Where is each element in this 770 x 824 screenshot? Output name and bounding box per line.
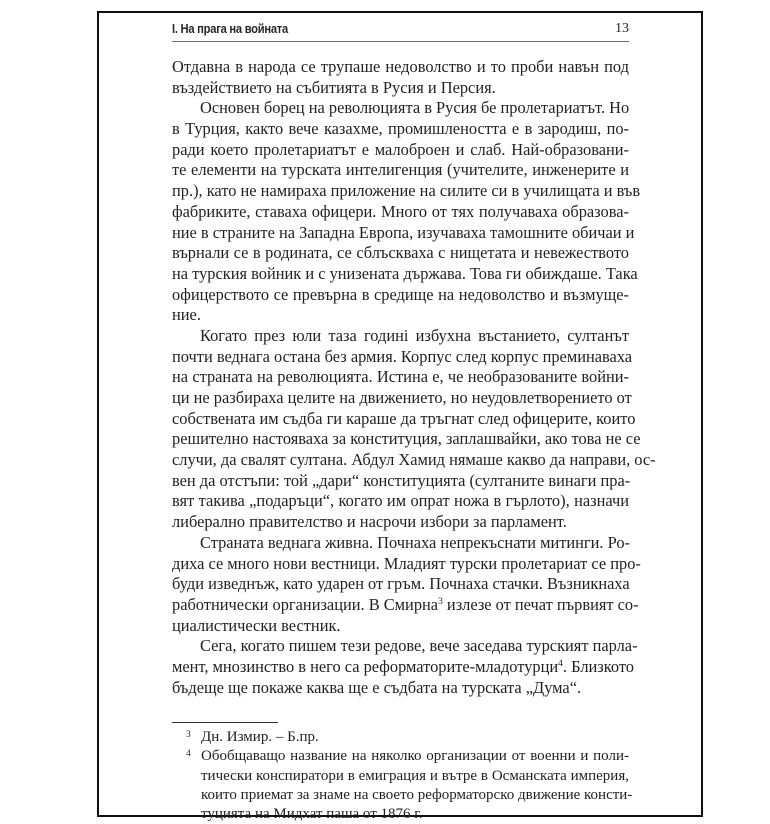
footnote-line: които приемат за знаме на своето реформаторско движение консти- <box>201 786 633 803</box>
footnotes <box>172 728 633 824</box>
text-line: либерално правителство и насрочи избори за парламент. <box>172 512 567 532</box>
text-line: пр.), като не намираха приложение на силите си в училищата и във <box>172 181 641 201</box>
text-line: офицерството се превърна в средище на недоволство и възмуще- <box>172 284 629 304</box>
text-line: фабриките, ставаха офицери. Много от тях получаваха образова- <box>172 201 629 221</box>
text-line: мент, мнозинство в него са реформаторите-младотурци$^4$. Близкото <box>172 656 634 676</box>
footnote-line: Дн. Измир. – Б.пр. <box>201 729 319 745</box>
paragraph <box>172 636 638 698</box>
text-line: те елементи на турската интелигенция (учителите, инженерите и <box>172 160 629 180</box>
text-line: почти веднага остана без армия. Корпус след корпус преминаваха <box>172 346 633 366</box>
footnote-marker: 4 <box>186 749 191 760</box>
text-line: диха се много нови вестници. Младият турски пролетариат се про- <box>172 553 641 573</box>
text-line: Основен борец на революцията в Русия бе пролетариатът. Но <box>200 98 630 118</box>
text-line: в Турция, както вече казахме, промишлеността е в зародиш, по- <box>172 119 629 139</box>
text-line: въздействието на събитията в Русия и Персия. <box>172 77 496 97</box>
footnote-line: туцията на Мидхат паша от 1876 г. <box>201 806 423 823</box>
chapter-title: I. На прага на войната <box>172 21 288 36</box>
text-line: ци не разбираха целите на движението, но неудовлетворението от <box>172 388 632 407</box>
paragraph <box>172 325 656 533</box>
text-line: на турския войник и с унизената държава. Това ги обиждаше. Така <box>172 263 638 283</box>
text-line: Сега, когато пишем тези редове, вече заседава турският парла- <box>200 636 638 656</box>
text-line: Отдавна в народа се трупаше недоволство и то проби навън под <box>172 57 629 76</box>
text-line: работнически организации. В Смирна$^3$ излезе от печат първият со- <box>172 594 639 614</box>
running-head <box>172 19 629 42</box>
paragraph <box>172 57 629 98</box>
page-number: 13 <box>615 21 629 36</box>
text-line: буди изведнъж, като ударен от гръм. Почнаха стачки. Възникнаха <box>172 574 630 594</box>
footnote-separator <box>172 722 278 723</box>
text-line: решително настояваха за конституция, заплашвайки, ако това не се <box>172 429 641 449</box>
footnote-line: Обобщаващо название на няколко организации от военни и поли- <box>201 748 629 765</box>
footnote-reference-3[interactable]: 3 <box>438 596 443 607</box>
text-line: на страната на революцията. Истина е, че необразованите войни- <box>172 367 629 387</box>
text-line: циалистически вестник. <box>172 615 341 635</box>
footnote-marker: 3 <box>186 730 191 740</box>
footnote-reference-4[interactable]: 4 <box>558 658 563 669</box>
text-line: Когато през юли таза годинi избухна въстанието, султанът <box>200 325 629 345</box>
text-line: ради което пролетариатът е малоброен и слаб. Най-образовани- <box>172 139 629 159</box>
footnote-3 <box>172 728 629 747</box>
footnote-line: тически конспиратори в емиграция и вътре в Османската империя, <box>201 767 629 784</box>
text-line: вен да отстъпи: той „дари“ конституцията (султаните винаги пра- <box>172 470 631 490</box>
footnote-4 <box>172 747 633 824</box>
text-line: случи, да свалят султана. Абдул Хамид нямаше какво да направи, ос- <box>172 450 656 470</box>
text-line: върнали се в родината, се сблъскваха с нищетата и невежеството <box>172 243 629 263</box>
body-text <box>172 57 656 698</box>
text-line: вят такива „подаръци“, когато им опрат ножа в гърлото), назначи <box>172 491 629 511</box>
text-line: собствената им съдба ги караше да тръгнат след офицерите, които <box>172 408 636 428</box>
text-line: ние в страните на Западна Европа, изучаваха тамошните обичаи и <box>172 222 635 242</box>
text-line: бъдеще ще покаже каква ще е съдбата на турската „Дума“. <box>172 677 582 697</box>
paragraph <box>172 532 641 636</box>
text-line: Страната веднага живна. Почнаха непрекъснати митинги. Ро- <box>200 532 630 552</box>
paragraph <box>172 98 641 326</box>
text-line: ние. <box>172 305 201 325</box>
